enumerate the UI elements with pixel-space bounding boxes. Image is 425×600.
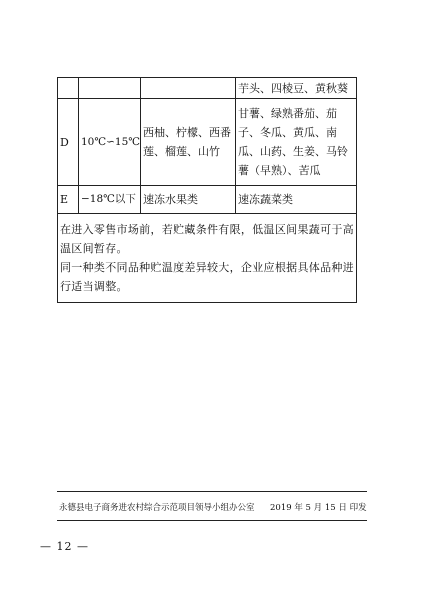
table-row (58, 186, 357, 214)
table-row (58, 99, 357, 186)
temperature-cell (79, 78, 141, 99)
fruits-cell: 西柚、柠檬、西番莲、榴莲、山竹 (141, 99, 236, 186)
vegetables-cell: 速冻蔬菜类 (236, 186, 357, 214)
footer-date: 2019 年 5 月 15 日 印发 (270, 503, 367, 513)
note-text: 同一种类不同品种贮温度差异较大，企业应根据具体品种进行适当调整。 (60, 261, 354, 293)
vegetables-cell: 甘薯、绿熟番茄、茄子、冬瓜、黄瓜、南瓜、山药、生姜、马铃薯（早熟）、苦瓜 (236, 99, 357, 186)
category-cell: E (58, 186, 79, 214)
note-text: 在进入零售市场前，若贮藏条件有限，低温区间果蔬可于高温区间暂存。 (60, 223, 354, 255)
vegetables-cell: 芋头、四棱豆、黄秋葵 (236, 78, 357, 99)
table-row (58, 78, 357, 99)
table-notes-row (58, 214, 357, 303)
notes-cell (58, 214, 357, 303)
category-cell (58, 78, 79, 99)
footer-issuer: 永德县电子商务进农村综合示范项目领导小组办公室 (59, 503, 255, 513)
fruits-cell: 速冻水果类 (141, 186, 236, 214)
storage-temperature-table (57, 77, 357, 303)
category-cell: D (58, 99, 79, 186)
temperature-cell: 10℃∽15℃ (79, 99, 141, 186)
temperature-cell: −18℃以下 (79, 186, 141, 214)
footer-bottom-rule (57, 520, 367, 521)
fruits-cell (141, 78, 236, 99)
page-number: — 12 — (40, 540, 89, 553)
footer-top-rule (57, 491, 367, 492)
